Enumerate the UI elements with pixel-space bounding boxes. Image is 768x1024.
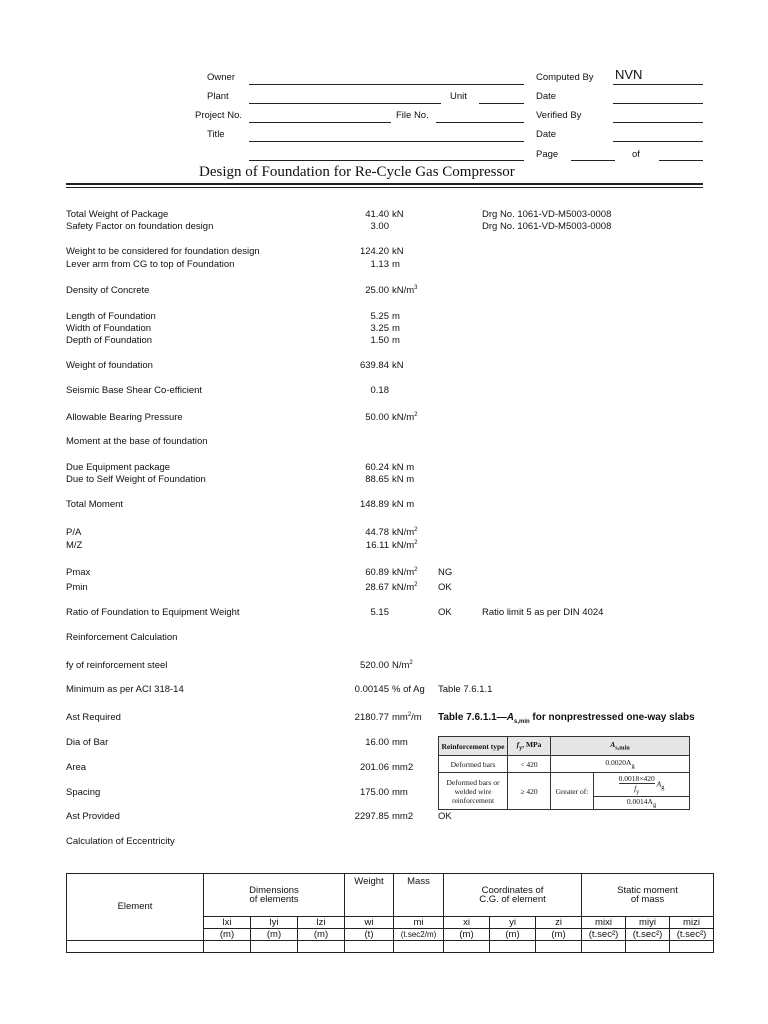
row-label: Pmin (66, 582, 88, 593)
aci-r1-fy: < 420 (508, 756, 551, 773)
row-label: Area (66, 762, 87, 773)
ecc-empty-cell[interactable] (67, 941, 204, 953)
row-value: 60.89 (365, 567, 389, 578)
ecc-empty-cell[interactable] (345, 941, 394, 953)
aci-col-type: Reinforcement type (439, 737, 508, 756)
row-unit: % of Ag (392, 684, 425, 695)
title-field-2[interactable] (249, 160, 524, 161)
ecc-mass-header: Mass (394, 874, 444, 917)
row-unit: kN m (392, 499, 415, 510)
row-label: M/Z (66, 540, 83, 551)
row-label: Seismic Base Shear Co-efficient (66, 385, 203, 396)
row-unit: $kN/m^2$ (392, 526, 418, 538)
row-label: Total Weight of Package (66, 209, 169, 220)
row-unit: mm (392, 787, 408, 798)
row-label: Ast Provided (66, 811, 120, 822)
row-unit: m (392, 311, 400, 322)
ecc-subheader-cell: yi (490, 917, 536, 929)
row-unit: kN m (392, 474, 415, 485)
ecc-unit-cell: (m) (298, 929, 345, 941)
file-no-label: File No. (396, 110, 429, 121)
ecc-element-header: Element (67, 874, 204, 941)
ecc-unit-cell: (m) (444, 929, 490, 941)
row-label: Depth of Foundation (66, 335, 153, 346)
title-divider (66, 183, 703, 185)
ecc-unit-cell: (t.sec²) (670, 929, 714, 941)
row-label: Moment at the base of foundation (66, 436, 208, 447)
row-label: Dia of Bar (66, 737, 109, 748)
date-label: Date (536, 91, 557, 102)
row-label: Due Equipment package (66, 462, 171, 473)
ecc-unit-cell: (t.sec²) (626, 929, 670, 941)
row-label: Length of Foundation (66, 311, 156, 322)
verified-by-label: Verified By (536, 110, 582, 121)
row-value: 175.00 (359, 787, 389, 798)
ecc-unit-cell: (m) (204, 929, 251, 941)
row-value: 25.00 (365, 285, 389, 296)
aci-col-as: $A_{s,min}$ (551, 737, 690, 756)
row-unit: m (392, 323, 400, 334)
row-label: fy of reinforcement steel (66, 660, 168, 671)
row-label: Pmax (66, 567, 91, 578)
ecc-unit-cell: (t) (345, 929, 394, 941)
aci-min-reinforcement-table (438, 736, 690, 810)
row-label: Spacing (66, 787, 101, 798)
ecc-empty-cell[interactable] (394, 941, 444, 953)
row-value: 3.00 (370, 221, 389, 232)
ecc-subheader-cell: mixi (582, 917, 626, 929)
row-status: OK (438, 582, 452, 593)
plant-label: Plant (207, 91, 229, 102)
row-label: Ratio of Foundation to Equipment Weight (66, 607, 240, 618)
of-label: of (632, 149, 640, 160)
row-value: 1.13 (370, 259, 389, 270)
row-label: Weight to be considered for foundation design (66, 246, 260, 257)
row-value: 3.25 (370, 323, 389, 334)
ecc-weight-header: Weight (345, 874, 394, 917)
row-value: 2297.85 (354, 811, 389, 822)
ecc-empty-cell[interactable] (626, 941, 670, 953)
ecc-subheader-cell: lzi (298, 917, 345, 929)
computed-by-value: NVN (615, 67, 643, 82)
aci-r1-as: $0.0020A_g$ (551, 756, 690, 773)
row-value: 520.00 (359, 660, 389, 671)
row-value: 41.40 (365, 209, 389, 220)
date-field[interactable] (613, 103, 703, 104)
row-value: 124.20 (359, 246, 389, 257)
row-label: Safety Factor on foundation design (66, 221, 214, 232)
row-label: Total Moment (66, 499, 124, 510)
ecc-subheader-cell: zi (536, 917, 582, 929)
table-row (67, 941, 714, 953)
row-label: Density of Concrete (66, 285, 150, 296)
row-value: 5.25 (370, 311, 389, 322)
eccentricity-table (66, 873, 714, 953)
row-note: Ratio limit 5 as per DIN 4024 (482, 607, 604, 618)
row-unit: kN (392, 246, 404, 257)
owner-label: Owner (207, 72, 235, 83)
row-unit: m (392, 259, 400, 270)
row-unit: $kN/m^2$ (392, 411, 418, 423)
page-field[interactable] (571, 160, 615, 161)
ecc-empty-cell[interactable] (582, 941, 626, 953)
ecc-unit-cell: (t.sec²) (582, 929, 626, 941)
row-value: 88.65 (365, 474, 389, 485)
row-note: Drg No. 1061-VD-M5003-0008 (482, 209, 612, 220)
row-label: Reinforcement Calculation (66, 632, 178, 643)
date-2-label: Date (536, 129, 557, 140)
row-value: 50.00 (365, 412, 389, 423)
row-value: 0.00145 (354, 684, 389, 695)
row-unit: mm2 (392, 811, 414, 822)
document-title: Design of Foundation for Re-Cycle Gas Compressor (199, 164, 515, 180)
row-unit: mm2 (392, 762, 414, 773)
ecc-subheader-cell: mi (394, 917, 444, 929)
computed-by-field[interactable] (613, 84, 703, 85)
unit-field[interactable] (479, 103, 524, 104)
ecc-empty-cell[interactable] (536, 941, 582, 953)
row-label: Ast Required (66, 712, 121, 723)
aci-col-fy: $f_y$, MPa (508, 737, 551, 756)
ecc-subheader-cell: miyi (626, 917, 670, 929)
ecc-dimensions-header: Dimensions of elements (204, 874, 345, 917)
row-status: OK (438, 607, 452, 618)
ecc-empty-cell[interactable] (444, 941, 490, 953)
ecc-subheader-cell: mizi (670, 917, 714, 929)
row-label: Due to Self Weight of Foundation (66, 474, 206, 485)
row-unit: $kN/m^3$ (392, 284, 418, 296)
ecc-static-moment-header: Static moment of mass (582, 874, 714, 917)
row-status: OK (438, 811, 452, 822)
ecc-subheader-cell: xi (444, 917, 490, 929)
row-value: 201.06 (359, 762, 389, 773)
row-status: NG (438, 567, 453, 578)
title-field[interactable] (249, 141, 524, 142)
aci-r2-alt: $0.0014A_g$ (594, 797, 690, 810)
ecc-coordinates-header: Coordinates of C.G. of element (444, 874, 582, 917)
unit-label: Unit (450, 91, 467, 102)
ecc-empty-cell[interactable] (251, 941, 298, 953)
ecc-empty-cell[interactable] (490, 941, 536, 953)
aci-r2-fy: ≥ 420 (508, 773, 551, 810)
row-unit: $kN/m^2$ (392, 581, 418, 593)
file-no-field[interactable] (436, 122, 524, 123)
row-unit: kN (392, 360, 404, 371)
row-label: Calculation of Eccentricity (66, 836, 175, 847)
row-label: Weight of foundation (66, 360, 153, 371)
ecc-empty-cell[interactable] (204, 941, 251, 953)
aci-r2-formula: $\frac{0.0018\times 420}{f_y}$ $A_g$ (594, 773, 690, 797)
row-unit: $N/m^2$ (392, 659, 413, 671)
row-value: 44.78 (365, 527, 389, 538)
title-label: Title (207, 129, 225, 140)
row-value: 16.11 (365, 540, 389, 551)
ecc-unit-cell: (m) (251, 929, 298, 941)
row-value: 1.50 (370, 335, 389, 346)
row-unit: mm (392, 737, 408, 748)
row-value: 0.18 (370, 385, 389, 396)
ecc-subheader-cell: lyi (251, 917, 298, 929)
verified-by-field[interactable] (613, 122, 703, 123)
computed-by-label: Computed By (536, 72, 594, 83)
owner-field[interactable] (249, 84, 524, 85)
ecc-empty-cell[interactable] (298, 941, 345, 953)
row-unit: $kN/m^2$ (392, 566, 418, 578)
row-note: Drg No. 1061-VD-M5003-0008 (482, 221, 612, 232)
date-2-field[interactable] (613, 141, 703, 142)
title-divider-2 (66, 187, 703, 188)
ecc-subheader-cell: lxi (204, 917, 251, 929)
row-label: Minimum as per ACI 318-14 (66, 684, 184, 695)
row-unit: $mm^2/m$ (392, 711, 422, 723)
ecc-unit-cell: (t.sec2/m) (394, 929, 444, 941)
row-unit: kN (392, 209, 404, 220)
project-no-field[interactable] (249, 122, 391, 123)
ecc-unit-cell: (m) (536, 929, 582, 941)
row-unit: kN m (392, 462, 415, 473)
row-value: 2180.77 (354, 712, 389, 723)
plant-field[interactable] (249, 103, 441, 104)
aci-r2-greater: Greater of: (551, 773, 594, 810)
aci-r2-type: Deformed bars or welded wire reinforcement (439, 773, 508, 810)
row-value: 60.24 (365, 462, 389, 473)
row-label: Width of Foundation (66, 323, 152, 334)
ecc-subheader-cell: wi (345, 917, 394, 929)
row-unit: m (392, 335, 400, 346)
row-value: 5.15 (370, 607, 389, 618)
row-note: Table 7.6.1.1 (438, 684, 493, 695)
row-value: 148.89 (359, 499, 389, 510)
row-value: 639.84 (359, 360, 389, 371)
row-label: Lever arm from CG to top of Foundation (66, 259, 235, 270)
ecc-empty-cell[interactable] (670, 941, 714, 953)
aci-r1-type: Deformed bars (439, 756, 508, 773)
of-field[interactable] (659, 160, 703, 161)
row-unit: $kN/m^2$ (392, 539, 418, 551)
row-label: P/A (66, 527, 82, 538)
row-value: 28.67 (365, 582, 389, 593)
aci-table-title: Table $7.6.1.1—A_{s,min}$ for nonprestressed one-way slabs (438, 712, 695, 725)
page-label: Page (536, 149, 559, 160)
row-label: Allowable Bearing Pressure (66, 412, 183, 423)
project-no-label: Project No. (195, 110, 242, 121)
row-value: 16.00 (365, 737, 389, 748)
ecc-unit-cell: (m) (490, 929, 536, 941)
